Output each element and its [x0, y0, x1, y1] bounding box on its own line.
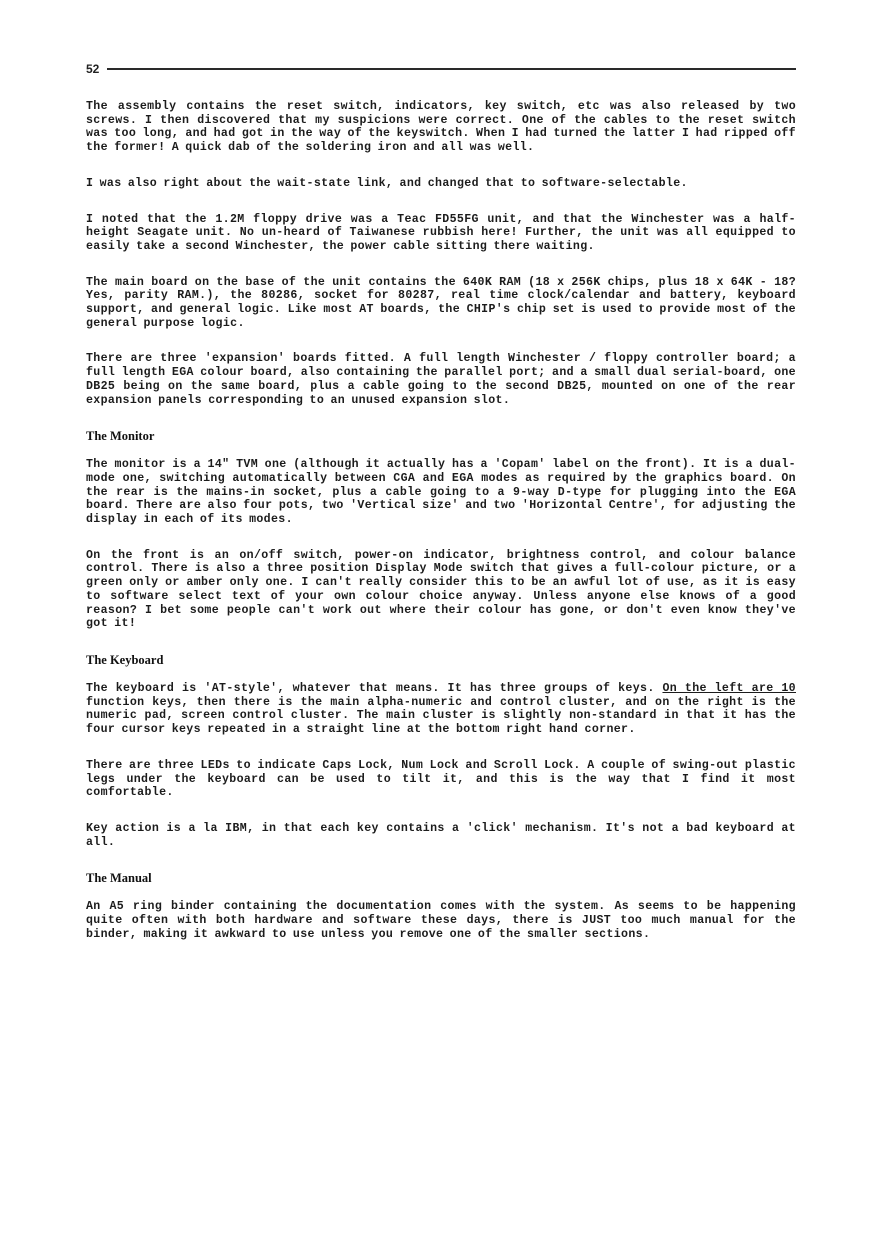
paragraph-keyboard-layout [86, 682, 796, 737]
paragraph-keyboard-action: Key action is a la IBM, in that each key contains a 'click' mechanism. It's not a bad keyboard at all. [86, 821, 796, 849]
paragraph-expansion-boards: There are three 'expansion' boards fitted. A full length Winchester / floppy controller board; a full length EGA colour board, also containing the parallel port; and a small dual serial-board, one DB25 being on the same board, plus a cable going to the second DB25, mounted on one of the rear expansion panels corresponding to an unused expansion slot. [86, 352, 796, 407]
heading-keyboard: The Keyboard [86, 652, 164, 667]
paragraph-manual: An A5 ring binder containing the documentation comes with the system. As seems to be happening quite often with both hardware and software these days, there is JUST too much manual for the binder, making it awkward to use unless you remove one of the smaller sections. [86, 900, 796, 941]
paragraph-drives: I noted that the 1.2M floppy drive was a Teac FD55FG unit, and that the Winchester was a half-height Seagate unit. No un-heard of Taiwanese rubbish here! Further, the unit was all equipped to easily take a second Winchester, the power cable sitting there waiting. [86, 212, 796, 253]
paragraph-monitor-type: The monitor is a 14" TVM one (although it actually has a 'Copam' label on the front). It is a dual-mode one, switching automatically between CGA and EGA modes as required by the graphics board. On the rear is the mains-in socket, plus a cable going to a 9-way D-type for plugging into the EGA board. There are also four pots, two 'Vertical size' and two 'Horizontal Centre', for adjusting the display in each of its modes. [86, 458, 796, 527]
paragraph-wait-state: I was also right about the wait-state link, and changed that to software-selectable. [86, 176, 688, 190]
keyboard-intro-text: The keyboard is 'AT-style', whatever that means. It has three groups of keys. [86, 681, 655, 695]
keyboard-layout-rest: function keys, then there is the main alpha-numeric and control cluster, and on the right is the numeric pad, screen control cluster. The main cluster is slightly non-standard in that it has the four cursor keys repeated in a straight line at the bottom right hand corner. [86, 695, 796, 737]
paragraph-monitor-front: On the front is an on/off switch, power-on indicator, brightness control, and colour balance control. There is also a three position Display Mode switch that gives a full-colour picture, or a green only or amber only one. I can't really consider this to be an awful lot of use, as it is easy to software select text of your own colour choice anyway. Unless anyone else knows of a good reason? I bet some people can't work out where their colour has gone, or don't even know they've got it! [86, 548, 796, 631]
page-number: 52 [86, 62, 100, 76]
heading-monitor: The Monitor [86, 429, 155, 444]
paragraph-main-board: The main board on the base of the unit contains the 640K RAM (18 x 256K chips, plus 18 x 64K - 18? Yes, parity RAM.), the 80286, socket for 80287, real time clock/calendar and battery, keyboard support, and general logic. Like most AT boards, the CHIP's chip set is used to provide most of the general purpose logic. [86, 275, 796, 330]
header-rule [107, 68, 796, 70]
paragraph-assembly: The assembly contains the reset switch, indicators, key switch, etc was also released by two screws. I then discovered that my suspicions were correct. One of the cables to the reset switch was too long, and had got in the way of the keyswitch. When I had turned the latter I had ripped off the former! A quick dab of the soldering iron and all was well. [86, 100, 796, 155]
heading-manual: The Manual [86, 871, 152, 886]
document-page [86, 58, 796, 963]
underlined-text: On the left are 10 [662, 681, 796, 695]
page-header [86, 58, 796, 80]
paragraph-keyboard-leds: There are three LEDs to indicate Caps Lock, Num Lock and Scroll Lock. A couple of swing-out plastic legs under the keyboard can be used to tilt it, and this is the way that I find it most comfortable. [86, 758, 796, 800]
